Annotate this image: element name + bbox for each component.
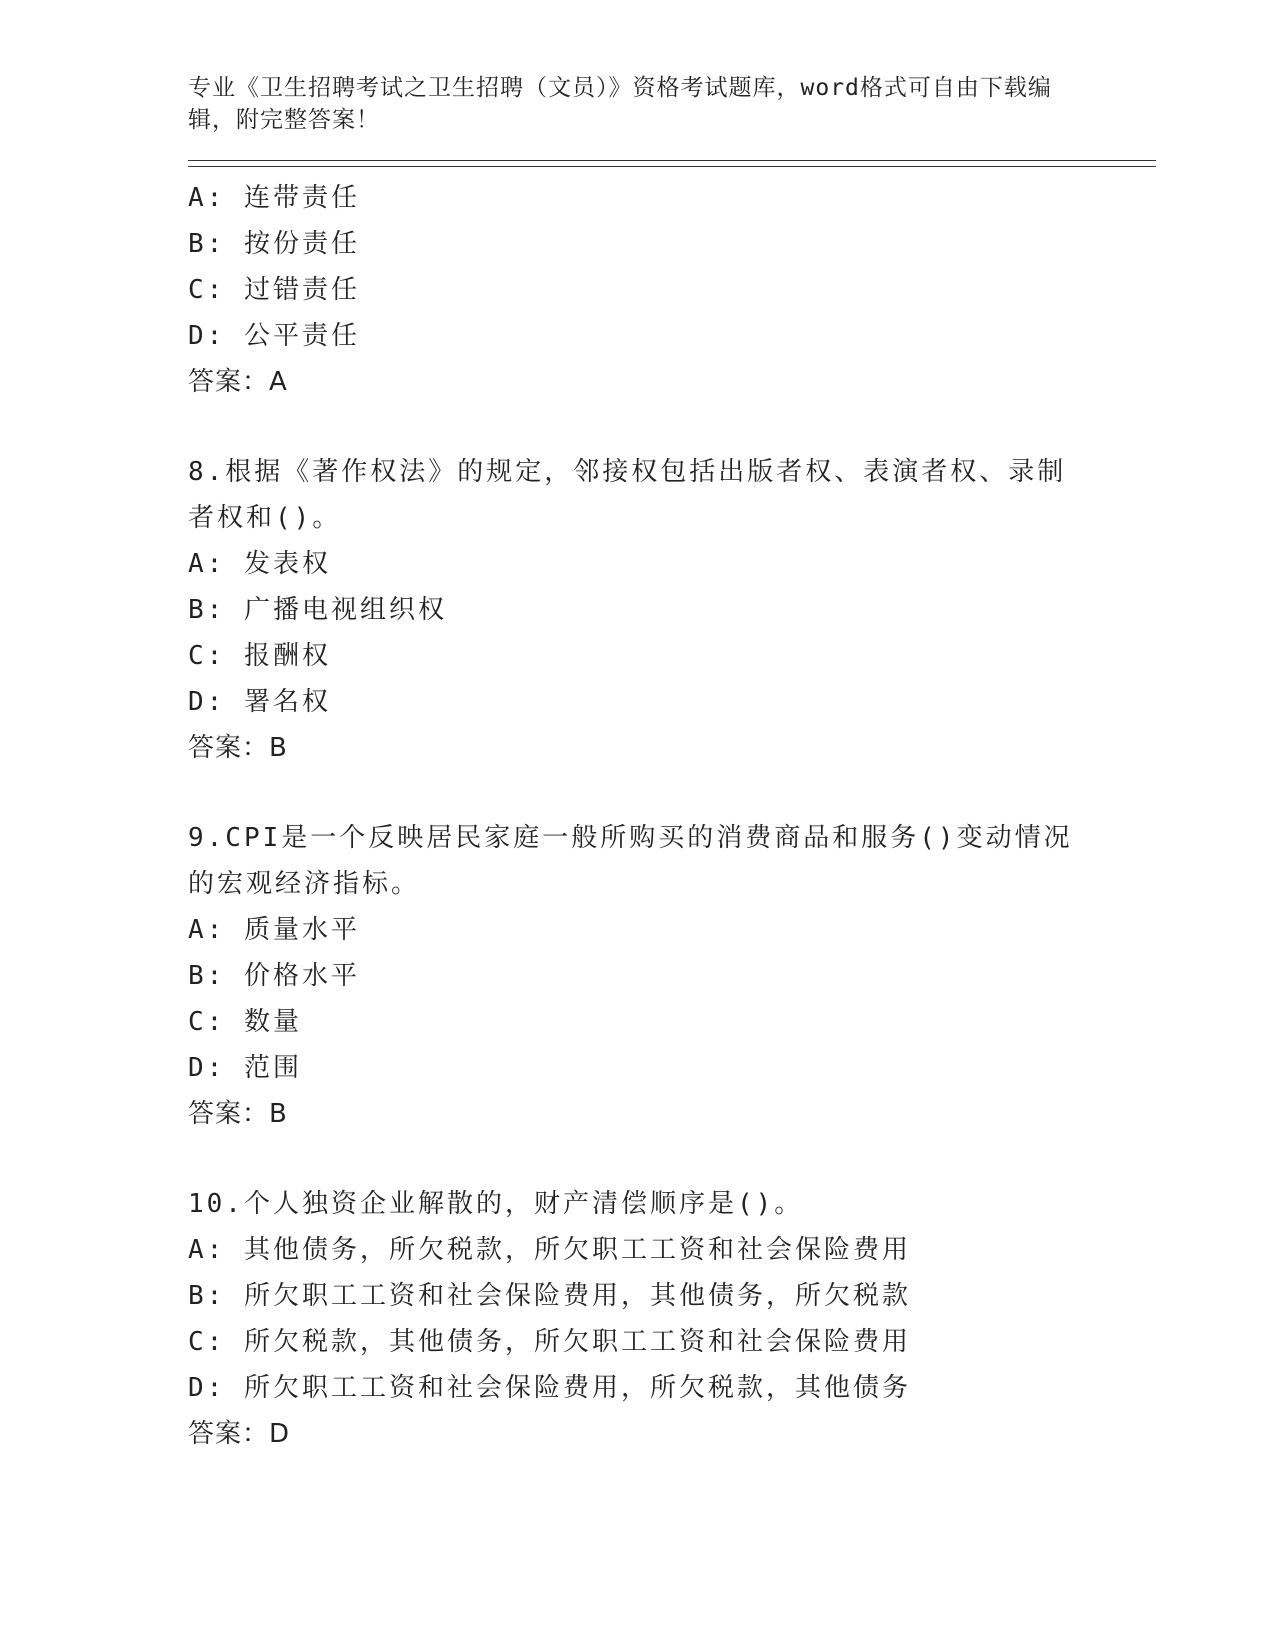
question-7-continued xyxy=(188,175,1168,405)
option-b: B: 按份责任 xyxy=(188,229,360,259)
option-c: C: 过错责任 xyxy=(188,275,360,305)
question-8 xyxy=(188,449,1168,771)
option-c: C: 报酬权 xyxy=(188,641,331,671)
option-b: B: 广播电视组织权 xyxy=(188,595,447,625)
question-list xyxy=(188,175,1168,1457)
option-a: A: 其他债务，所欠税款，所欠职工工资和社会保险费用 xyxy=(188,1235,911,1265)
option-d: D: 所欠职工工资和社会保险费用，所欠税款，其他债务 xyxy=(188,1373,911,1403)
option-c: C: 数量 xyxy=(188,1007,302,1037)
option-a: A: 质量水平 xyxy=(188,915,360,945)
question-stem: 10.个人独资企业解散的，财产清偿顺序是()。 xyxy=(188,1189,804,1219)
answer: 答案：B xyxy=(188,733,288,763)
option-d: D: 署名权 xyxy=(188,687,331,717)
question-10 xyxy=(188,1181,1168,1457)
answer: 答案：A xyxy=(188,367,288,397)
answer: 答案：B xyxy=(188,1099,288,1129)
option-d: D: 公平责任 xyxy=(188,321,360,351)
document-intro: 专业《卫生招聘考试之卫生招聘（文员）》资格考试题库，word格式可自由下载编辑，附完整答案！ xyxy=(188,75,1052,133)
header-double-rule xyxy=(188,160,1156,167)
option-a: A: 发表权 xyxy=(188,549,331,579)
question-stem: 9.CPI是一个反映居民家庭一般所购买的消费商品和服务()变动情况的宏观经济指标。 xyxy=(188,823,1073,899)
option-b: B: 价格水平 xyxy=(188,961,360,991)
document-page xyxy=(188,72,1168,1457)
option-c: C: 所欠税款，其他债务，所欠职工工资和社会保险费用 xyxy=(188,1327,911,1357)
option-b: B: 所欠职工工资和社会保险费用，其他债务，所欠税款 xyxy=(188,1281,911,1311)
option-a: A: 连带责任 xyxy=(188,183,360,213)
answer: 答案：D xyxy=(188,1419,291,1449)
question-9 xyxy=(188,815,1168,1137)
option-d: D: 范围 xyxy=(188,1053,302,1083)
question-stem: 8.根据《著作权法》的规定，邻接权包括出版者权、表演者权、录制者权和()。 xyxy=(188,457,1067,533)
